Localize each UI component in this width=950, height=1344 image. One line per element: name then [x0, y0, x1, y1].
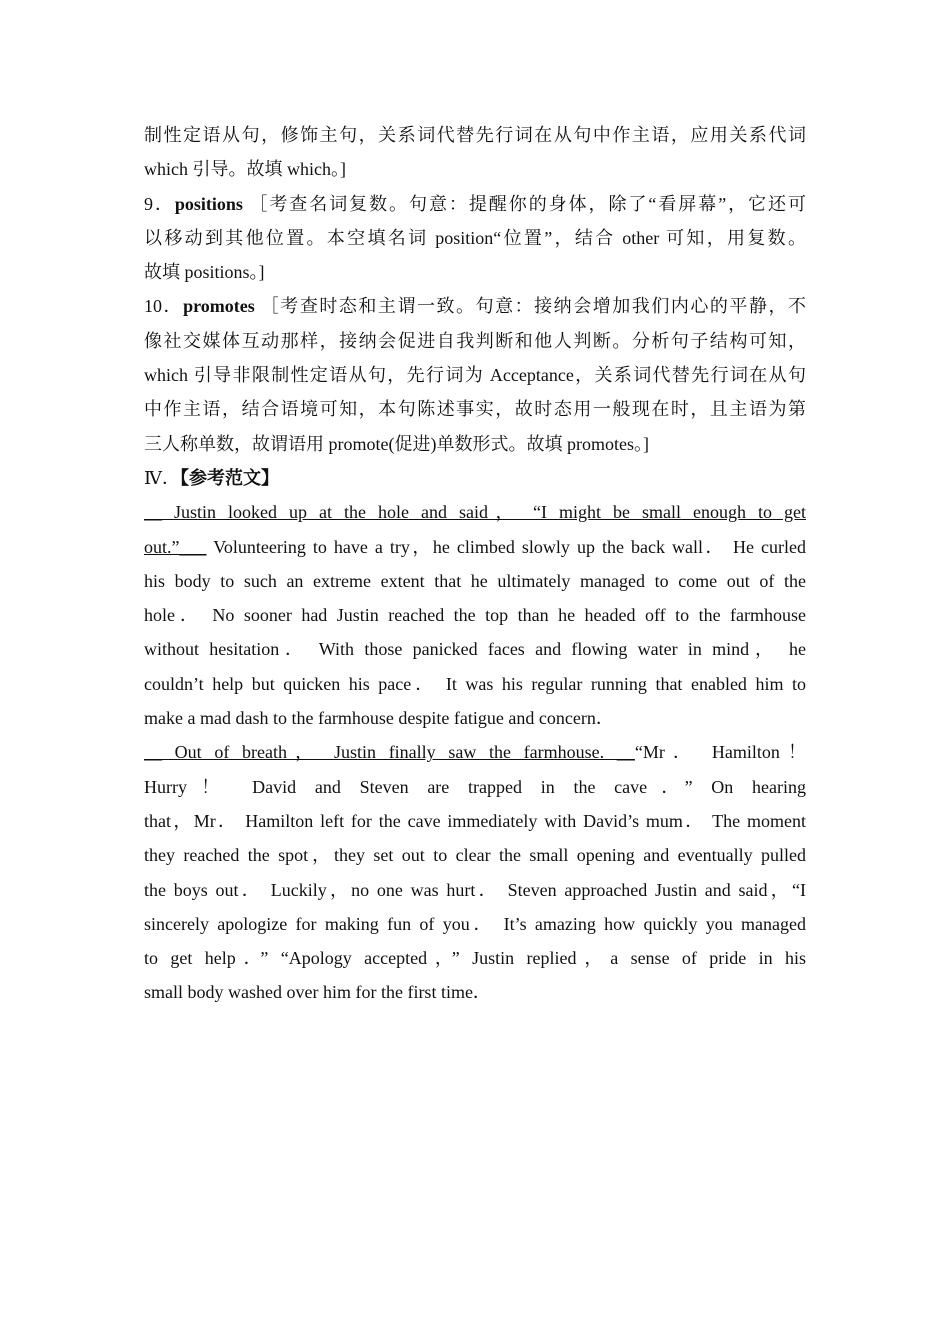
text-line: 中作主语，结合语境可知，本句陈述事实，故时态用一般现在时，且主语为第: [144, 399, 806, 420]
text-line: [144, 530, 806, 564]
answer-key-content: [144, 118, 806, 1010]
text-line: to get help．” “Apology accepted，” Justin replied，a sense of pride in his: [144, 948, 806, 969]
essay-paragraph-2: [144, 735, 806, 1009]
text-line: couldn’t help but quicken his pace． It was his regular running that enabled him to: [144, 673, 806, 694]
underlined-opening-sentence: __ Justin looked up at the hole and said， “I might be small enough to get: [144, 502, 806, 523]
item-9-heading-line: [144, 187, 806, 221]
text-line: ［考查时态和主谓一致。句意：接纳会增加我们内心的平静，不: [260, 296, 806, 317]
item-8-explanation-tail: [144, 118, 806, 187]
text-line: ［考查名词复数。句意：提醒你的身体，除了“看屏幕”，它还可: [249, 193, 806, 214]
item-number: 9．: [144, 193, 175, 214]
text-span: “Mr． Hamilton！: [634, 742, 806, 763]
underlined-text: out.”___: [144, 536, 207, 557]
text-line: his body to such an extreme extent that he ultimately managed to come out of the: [144, 570, 806, 591]
text-line: which 引导。故填 which。]: [144, 159, 346, 180]
text-line: they reached the spot，they set out to clear the small opening and eventually pulled: [144, 845, 806, 866]
text-line: that，Mr． Hamilton left for the cave immediately with David’s mum． The moment: [144, 810, 806, 831]
text-line: which 引导非限制性定语从句，先行词为 Acceptance，关系词代替先行词在从句: [144, 365, 806, 386]
text-line: hole． No sooner had Justin reached the top than he headed off to the farmhouse: [144, 605, 806, 626]
item-answer: promotes: [183, 296, 255, 317]
text-line: 制性定语从句，修饰主句，关系词代替先行词在从句中作主语，应用关系代词: [144, 125, 806, 145]
text-line: 三人称单数，故谓语用 promote(促进)单数形式。故填 promotes。]: [144, 433, 649, 454]
text-line: make a mad dash to the farmhouse despite fatigue and concern．: [144, 708, 614, 729]
section-title: 【参考范文】: [179, 467, 279, 488]
section-number: Ⅳ．: [144, 467, 180, 488]
text-line: the boys out． Luckily，no one was hurt． Steven approached Justin and said，“I: [144, 879, 806, 900]
text-line: 故填 positions。]: [144, 262, 265, 283]
text-line: without hesitation． With those panicked faces and flowing water in mind， he: [144, 639, 806, 660]
section-4-heading: [144, 461, 806, 495]
item-9-explanation: [144, 187, 806, 290]
text-line: small body washed over him for the first time．: [144, 982, 491, 1003]
text-line: 以移动到其他位置。本空填名词 position“位置”，结合 other 可知，用复数。: [144, 227, 806, 248]
item-number: 10．: [144, 296, 184, 317]
essay-paragraph-1: [144, 495, 806, 735]
item-10-explanation: [144, 289, 806, 460]
text-line: sincerely apologize for making fun of you． It’s amazing how quickly you managed: [144, 913, 806, 934]
text-line: 像社交媒体互动那样，接纳会促进自我判断和他人判断。分析句子结构可知，: [144, 330, 806, 351]
item-answer: positions: [174, 193, 243, 214]
text-span: Volunteering to have a try，he climbed slowly up the back wall． He curled: [206, 536, 806, 557]
item-10-heading-line: [144, 289, 806, 323]
underlined-opening-sentence: __ Out of breath， Justin finally saw the farmhouse. __: [144, 742, 635, 763]
text-line: [144, 735, 806, 769]
text-line: Hurry！ David and Steven are trapped in the cave．” On hearing: [144, 776, 806, 797]
